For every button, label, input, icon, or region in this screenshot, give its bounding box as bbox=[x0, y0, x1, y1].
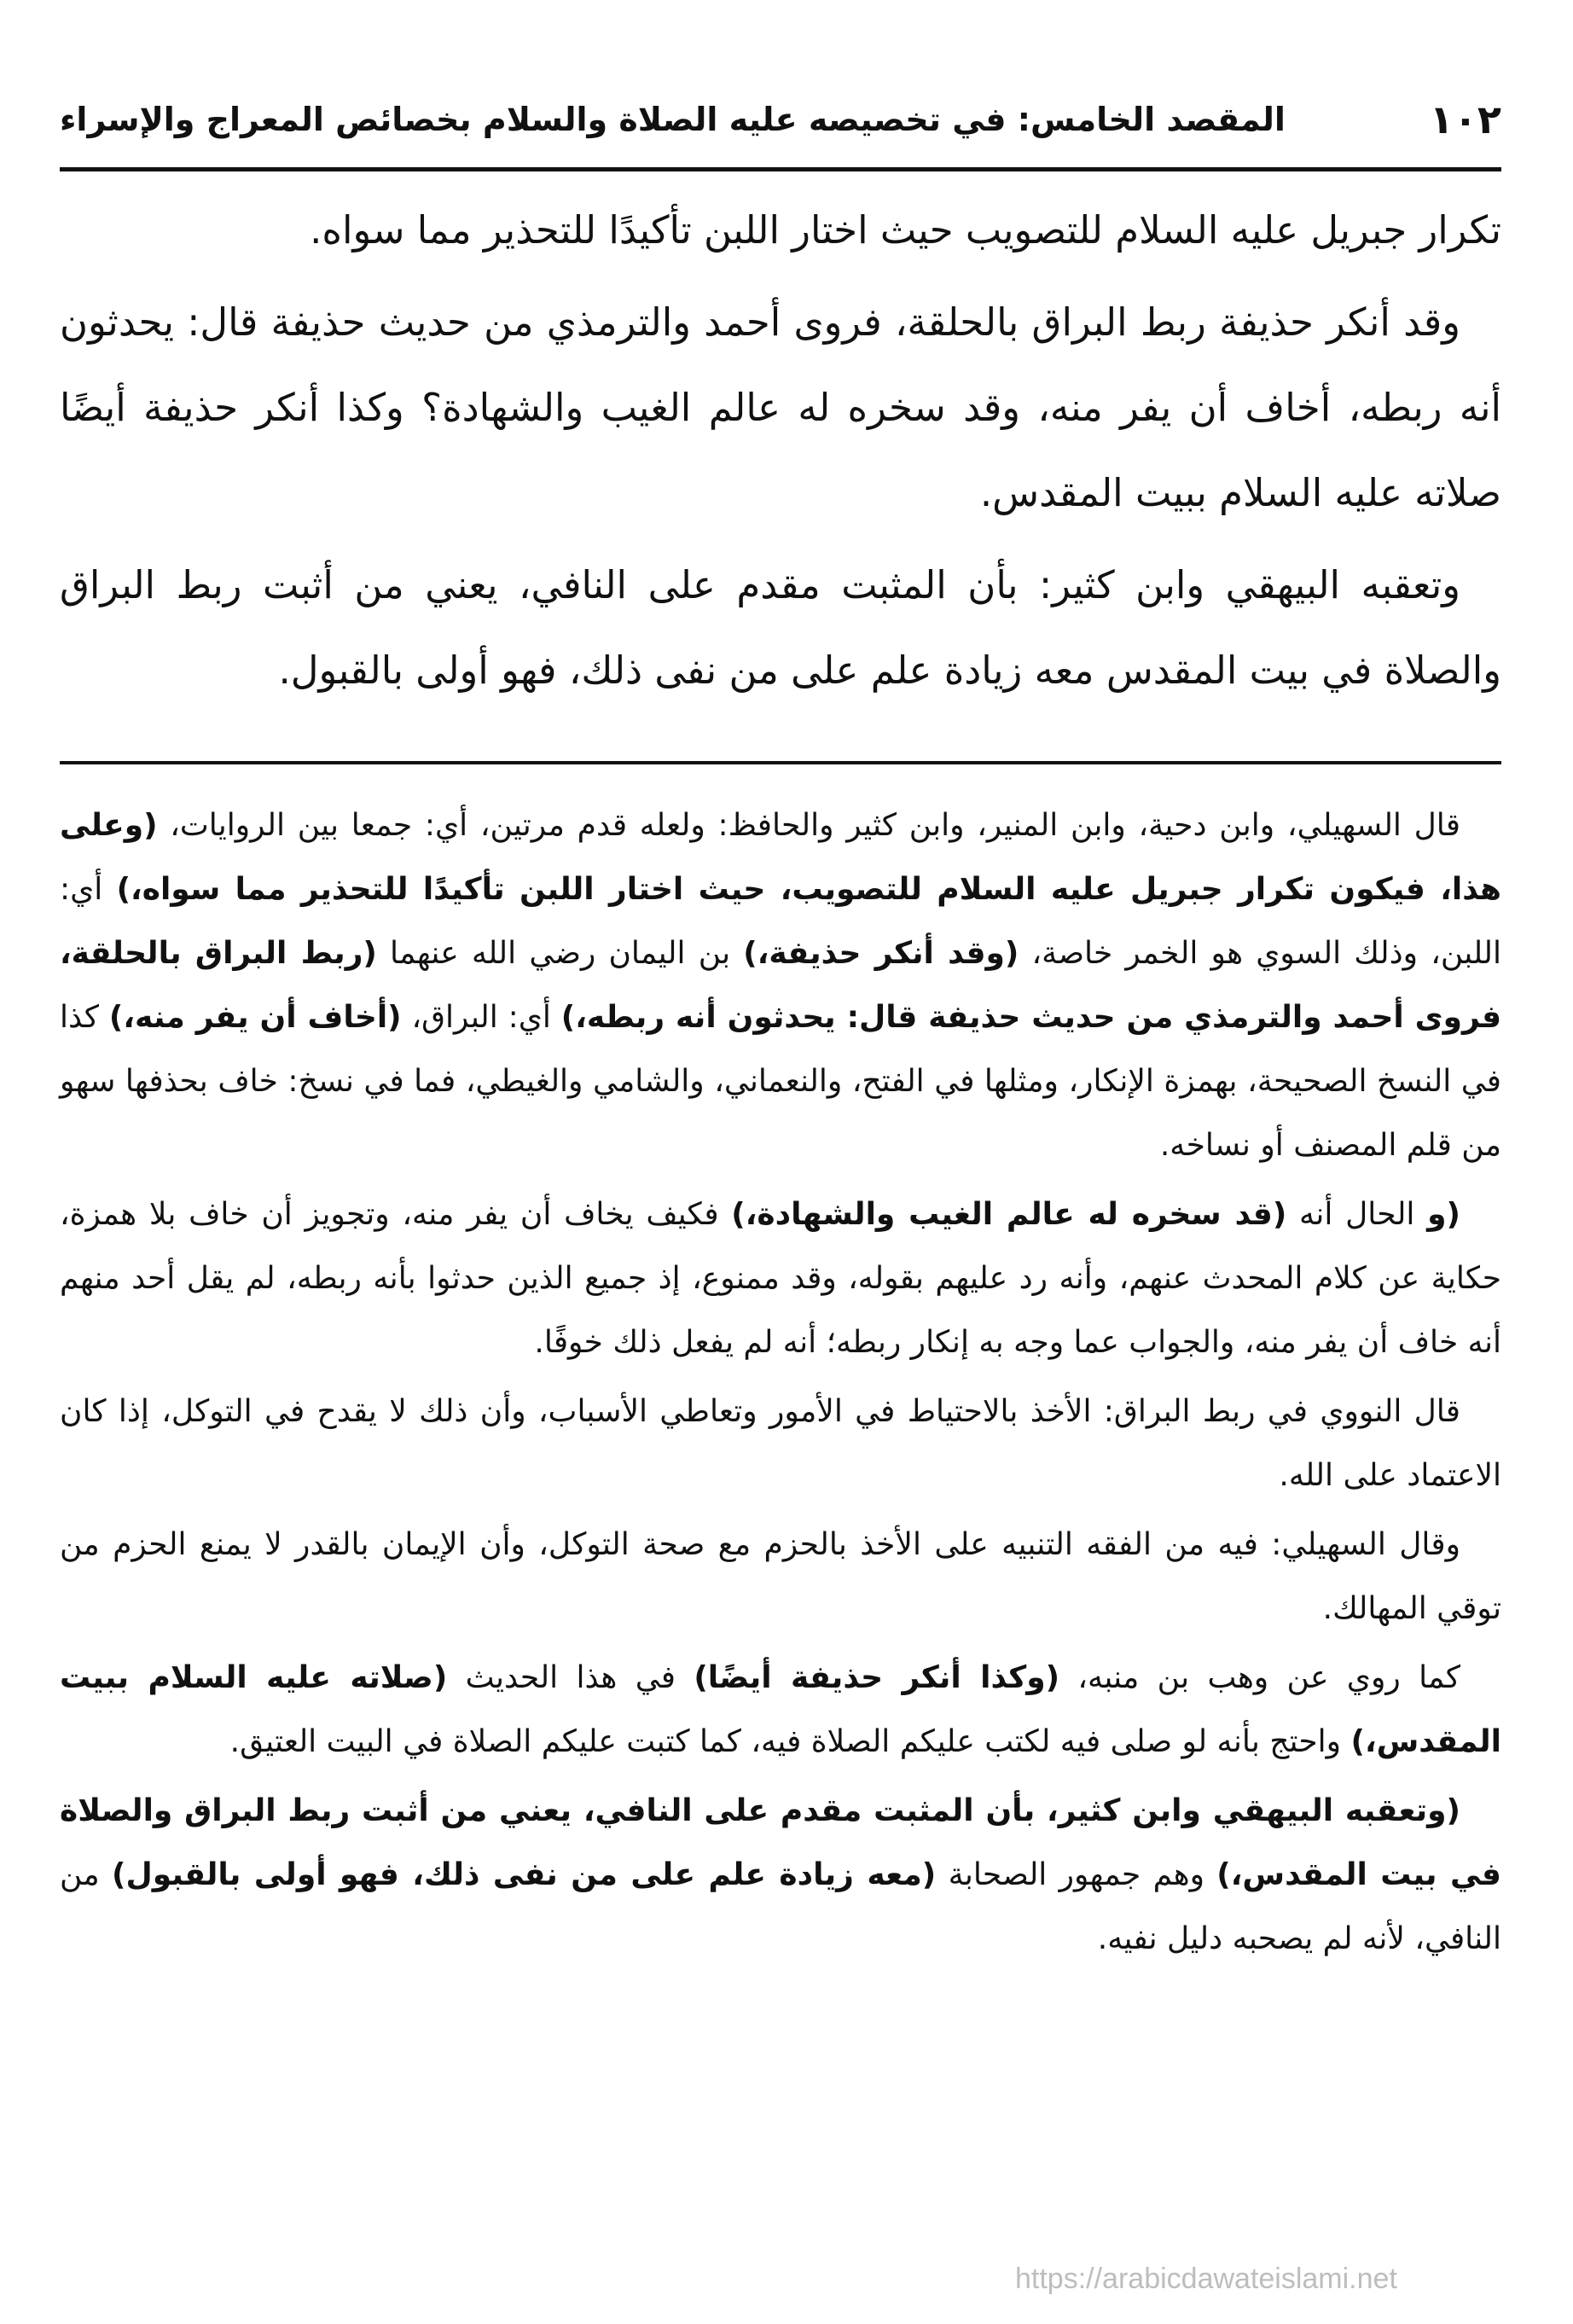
main-paragraph: تكرار جبريل عليه السلام للتصويب حيث اختار اللبن تأكيدًا للتحذير مما سواه. bbox=[310, 207, 1501, 253]
commentary-paragraph: قال النووي في ربط البراق: الأخذ بالاحتياط في الأمور وتعاطي الأسباب، وأن ذلك لا يقدح في التوكل، إذا كان الاعتماد على الله. bbox=[60, 1394, 1501, 1493]
commentary-text: في هذا الحديث bbox=[447, 1660, 694, 1695]
commentary-text: كذا في النسخ الصحيحة، بهمزة الإنكار، ومثلها في الفتح، والنعماني، والشامي والغيطي، فما في نسخ: خاف بحذفها سهو من قلم المصنف أو نساخه. bbox=[60, 1000, 1501, 1163]
footnote-divider bbox=[60, 761, 1501, 764]
quoted-text: (قد سخره له عالم الغيب والشهادة،) bbox=[731, 1197, 1287, 1232]
quoted-text: (صلاته عليه السلام ببيت المقدس،) bbox=[60, 1660, 1501, 1759]
commentary-text: الحال أنه bbox=[1286, 1197, 1428, 1232]
quoted-text: (معه زيادة علم على من نفى ذلك، فهو أولى بالقبول) bbox=[112, 1857, 937, 1892]
quoted-text: (وتعقبه البيهقي وابن كثير، بأن المثبت مقدم على النافي، يعني من أثبت ربط البراق والصلاة في بيت المقدس،) bbox=[60, 1793, 1501, 1892]
commentary-text: قال السهيلي، وابن دحية، وابن المنير، وابن كثير والحافظ: ولعله قدم مرتين، أي: جمعا بين الروايات، bbox=[157, 808, 1460, 843]
commentary bbox=[60, 793, 1501, 1976]
watermark-url: https://arabicdawateislami.net bbox=[1015, 2263, 1397, 2295]
commentary-text: من النافي، لأنه لم يصحبه دليل نفيه. bbox=[60, 1857, 1501, 1956]
main-paragraph: وتعقبه البيهقي وابن كثير: بأن المثبت مقدم على النافي، يعني من أثبت ربط البراق والصلاة في بيت المقدس معه زيادة علم على من نفى ذلك، فهو أولى بالقبول. bbox=[60, 562, 1501, 693]
running-title: المقصد الخامس: في تخصيصه عليه الصلاة والسلام بخصائص المعراج والإسراء bbox=[60, 101, 1286, 138]
commentary-paragraph bbox=[60, 793, 1501, 1177]
commentary-text: أي: اللبن، وذلك السوي هو الخمر خاصة، bbox=[60, 872, 1501, 971]
quoted-text: (وكذا أنكر حذيفة أيضًا) bbox=[694, 1660, 1060, 1695]
commentary-paragraph bbox=[60, 1646, 1501, 1774]
main-text bbox=[60, 188, 1501, 720]
quoted-text: (ربط البراق بالحلقة، فروى أحمد والترمذي من حديث حذيفة قال: يحدثون أنه ربطه،) bbox=[60, 936, 1502, 1035]
book-page bbox=[60, 85, 1501, 2295]
commentary-text: بن اليمان رضي الله عنهما bbox=[376, 936, 744, 971]
header-rule bbox=[60, 167, 1501, 171]
page-header bbox=[60, 85, 1501, 154]
quoted-text: (وقد أنكر حذيفة،) bbox=[743, 936, 1019, 971]
commentary-paragraph bbox=[60, 1779, 1501, 1971]
page-number: ١٠٢ bbox=[1429, 96, 1501, 142]
commentary-text: واحتج بأنه لو صلى فيه لكتب عليكم الصلاة فيه، كما كتبت عليكم الصلاة في البيت العتيق. bbox=[229, 1724, 1351, 1759]
commentary-text: كما روي عن وهب بن منبه، bbox=[1059, 1660, 1460, 1695]
commentary-paragraph: وقال السهيلي: فيه من الفقه التنبيه على الأخذ بالحزم مع صحة التوكل، وأن الإيمان بالقدر لا يمنع الحزم من توقي المهالك. bbox=[60, 1527, 1501, 1626]
commentary-paragraph bbox=[60, 1182, 1501, 1374]
commentary-text: أي: البراق، bbox=[401, 1000, 561, 1035]
quoted-text: (وعلى هذا، فيكون تكرار جبريل عليه السلام للتصويب، حيث اختار اللبن تأكيدًا للتحذير مما سواه،) bbox=[60, 808, 1501, 907]
quoted-text: (و bbox=[1427, 1197, 1460, 1232]
commentary-text: وهم جمهور الصحابة bbox=[936, 1857, 1217, 1892]
commentary-text: فكيف يخاف أن يفر منه، وتجويز أن خاف بلا همزة، حكاية عن كلام المحدث عنهم، وأنه رد عليهم بقوله، وقد ممنوع، إذ جميع الذين حدثوا بأنه ربطه، لم يقل أحد منهم أنه خاف أن يفر منه، والجواب عما وجه به إنكار ربطه؛ أنه لم يفعل ذلك خوفًا. bbox=[60, 1197, 1501, 1360]
main-paragraph: وقد أنكر حذيفة ربط البراق بالحلقة، فروى أحمد والترمذي من حديث حذيفة قال: يحدثون أنه ربطه، أخاف أن يفر منه، وقد سخره له عالم الغيب والشهادة؟ وكذا أنكر حذيفة أيضًا صلاته عليه السلام ببيت المقدس. bbox=[60, 299, 1501, 515]
quoted-text: (أخاف أن يفر منه،) bbox=[108, 1000, 402, 1035]
